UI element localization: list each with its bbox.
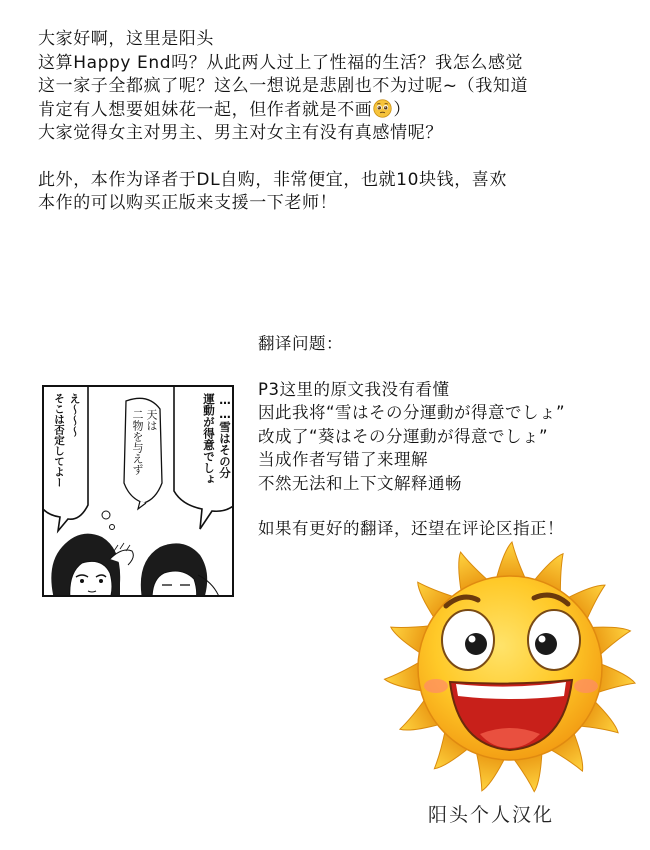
notes-closing: 如果有更好的翻译，还望在评论区指正！ [258,519,564,538]
notes-line-1: P3这里的原文我没有看懂 [258,379,450,399]
manga-right-bubble-col2: 運動が得意でしょ [202,393,216,485]
notes-line-2: 因此我将“雪はその分運動が得意でしょ” [258,403,566,422]
manga-left-bubble-col2: そこは否定してよー [53,393,65,488]
manga-panel-frame [42,385,234,597]
intro-line-5: 大家觉得女主对男主、男主对女主有没有真感情呢？ [38,123,443,143]
manga-right-bubble-col1: ……雪はその分 [218,393,232,479]
notes-line-4: 当成作者写错了来理解 [258,450,428,469]
sun-mascot-icon [376,536,640,794]
manga-middle-bubble-col1: 天は [145,409,158,431]
credit-label: 阳头个人汉化 [428,804,555,826]
intro-line-3: 这一家子全都疯了呢？这么一想说是悲剧也不为过呢~（我知道 [38,76,529,96]
intro-line-2: 这算Happy End吗？从此两人过上了性福的生活？我怎么感觉 [38,52,524,73]
intro-line-6: 此外，本作为译者于DL自购，非常便宜，也就10块钱，喜欢 [38,169,507,190]
intro-line-4 [38,99,638,123]
notes-heading: 翻译问题： [258,334,343,353]
manga-left-bubble-col1: え〜〜〜 [68,393,81,437]
intro-line-4-close: ） [393,99,412,120]
manga-panel [42,385,234,597]
notes-line-3: 改成了“葵はその分運動が得意でしょ” [258,426,549,446]
translation-notes [258,332,638,541]
intro-line-7: 本作的可以购买正版来支援一下老师！ [38,193,338,213]
pleading-face-emoji-icon [373,99,392,118]
intro-text [38,28,638,216]
intro-line-1: 大家好啊，这里是阳头 [38,29,214,49]
manga-middle-bubble-col2: 二物を与えず [131,409,144,475]
intro-line-4-text: 肯定有人想要姐妹花一起，但作者就是不画 [38,99,373,120]
notes-line-5: 不然无法和上下文解释通畅 [258,473,462,493]
